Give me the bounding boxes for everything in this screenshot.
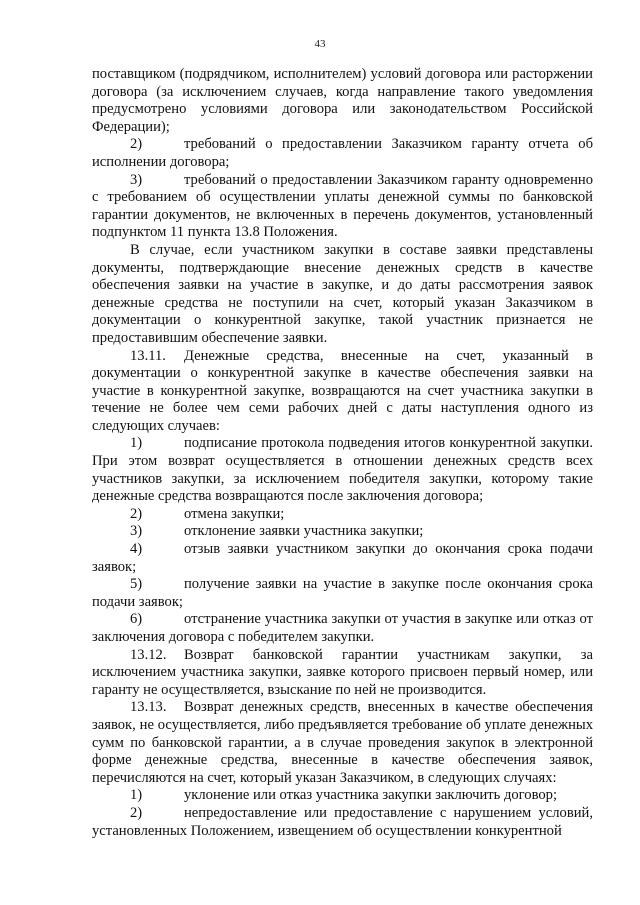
list-item: [92, 576, 593, 611]
list-item-text: получение заявки на участие в закупке после окончания срока подачи заявок;: [92, 576, 593, 610]
clause-text: Возврат банковской гарантии участникам закупки, за исключением участника закупки, заявке которого присвоен первый номер, или гаранту не осуществляется, взыскание по ней не производится.: [92, 646, 593, 698]
list-item: [92, 805, 593, 840]
clause: [92, 647, 593, 700]
list-item-number: 2): [130, 136, 143, 153]
list-item: [92, 541, 593, 576]
list-item-text: отстранение участника закупки от участия в закупке или отказ от заключения договора с победителем закупки.: [92, 611, 593, 645]
clause: [92, 348, 593, 436]
document-body: [92, 66, 593, 840]
list-item: [92, 136, 593, 171]
list-item-text: требований о предоставлении Заказчиком гаранту отчета об исполнении договора;: [92, 136, 593, 170]
list-item-number: 4): [130, 541, 143, 558]
list-item-number: 3): [130, 171, 143, 188]
list-item-text: подписание протокола подведения итогов конкурентной закупки. При этом возврат осуществляется в отношении денежных средств всех участников закупки, за исключением победителя закупки, которому такие денежные средства возвращаются после заключения договора;: [92, 435, 593, 505]
list-item-text: уклонение или отказ участника закупки заключить договор;: [184, 787, 558, 804]
clause-number: 13.13.: [130, 699, 167, 716]
list-item-text: отзыв заявки участником закупки до окончания срока подачи заявок;: [92, 541, 593, 575]
paragraph: [92, 242, 593, 348]
paragraph: [92, 66, 593, 136]
clause-text: Возврат денежных средств, внесенных в качестве обеспечения заявок, не осуществляется, либо предъявляется требование об уплате денежных сумм по банковской гарантии, а в случае проведения закупок в электронной форме денежные средства, внесенные в качестве обеспечения заявок, перечисляются на счет, который указан Заказчиком, в следующих случаях:: [92, 699, 593, 786]
list-item: [92, 435, 593, 505]
list-item-number: 6): [130, 611, 143, 628]
list-item: [92, 506, 593, 524]
list-item-number: 3): [130, 523, 143, 540]
list-item: [92, 523, 593, 541]
paragraph-text: В случае, если участником закупки в составе заявки представлены документы, подтверждающие внесение денежных средств в качестве обеспечения заявки на участие в закупке, и до даты рассмотрения заявок денежные средства не поступили на счет, который указан Заказчиком в документации о конкурентной закупке, такой участник признается не предоставившим обеспечение заявки.: [92, 241, 593, 346]
list-item-text: требований о предоставлении Заказчиком гаранту одновременно с требованием об осуществлении уплаты денежной суммы по банковской гарантии документов, не включенных в перечень документов, установленный подпунктом 11 пункта 13.8 Положения.: [92, 171, 593, 241]
clause-number: 13.12.: [130, 646, 167, 663]
list-item-number: 1): [130, 435, 143, 452]
clause-number: 13.11.: [130, 347, 166, 364]
list-item: [92, 787, 593, 805]
page-number: 43: [314, 38, 326, 50]
clause: [92, 699, 593, 787]
list-item-text: отмена закупки;: [184, 505, 285, 522]
list-item-number: 2): [130, 804, 143, 821]
clause-text: Денежные средства, внесенные на счет, указанный в документации о конкурентной закупке в качестве обеспечения заявки на участие в конкурентной закупке, возвращаются на счет участника закупки в течение не более чем семи рабочих дней с даты наступления одного из следующих случаев:: [92, 347, 593, 434]
list-item: [92, 172, 593, 242]
list-item: [92, 611, 593, 646]
list-item-text: непредоставление или предоставление с нарушением условий, установленных Положением, извещением об осуществлении конкурентной: [92, 804, 593, 839]
paragraph-text: поставщиком (подрядчиком, исполнителем) условий договора или расторжении договора (за исключением случаев, когда направление такого уведомления предусмотрено условиями договора или законодательством Российской Федерации);: [92, 66, 593, 135]
list-item-text: отклонение заявки участника закупки;: [184, 523, 424, 540]
list-item-number: 1): [130, 787, 143, 804]
list-item-number: 5): [130, 576, 143, 593]
list-item-number: 2): [130, 505, 143, 522]
